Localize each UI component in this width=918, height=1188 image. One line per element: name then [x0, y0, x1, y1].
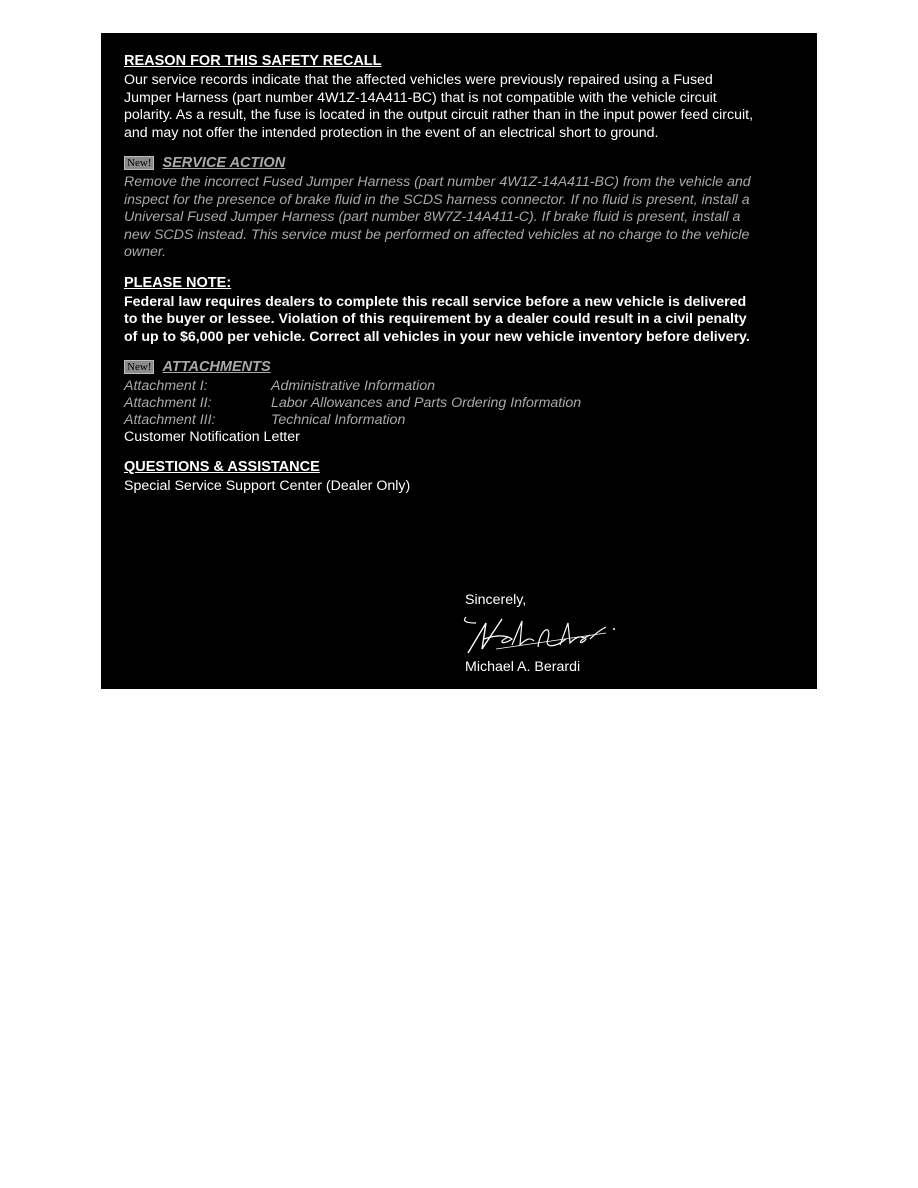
attachment-extra: Customer Notification Letter [124, 429, 300, 445]
reason-line: polarity. As a result, the fuse is located in the output circuit rather than in the input power feed circuit, [124, 107, 754, 123]
please-note-section [124, 274, 795, 347]
reason-line: Our service records indicate that the affected vehicles were previously repaired using a Fused [124, 72, 713, 88]
attachment-value: Administrative Information [271, 378, 436, 394]
service-action-line: Remove the incorrect Fused Jumper Harness (part number 4W1Z-14A411-BC) from the vehicle and [124, 174, 751, 190]
service-action-line: new SCDS instead. This service must be performed on affected vehicles at no charge to the vehicle [124, 226, 750, 243]
service-action-line: owner. [124, 244, 167, 260]
questions-text: Special Service Support Center (Dealer Only) [124, 478, 411, 494]
signature-image [456, 609, 626, 659]
attachment-item [124, 395, 795, 412]
service-action-section [124, 154, 795, 262]
reason-heading: REASON FOR THIS SAFETY RECALL [124, 53, 382, 69]
reason-text [124, 72, 795, 142]
new-badge: New! [124, 156, 154, 170]
please-note-heading: PLEASE NOTE: [124, 274, 232, 291]
please-note-line: to the buyer or lessee. Violation of this requirement by a dealer could result in a civil penalty [124, 311, 747, 327]
service-action-header [124, 154, 795, 172]
reason-line: and may not offer the intended protection in the event of an electrical short to ground. [124, 124, 659, 141]
attachment-item [124, 378, 795, 395]
please-note-text [124, 294, 795, 347]
reason-section [124, 52, 795, 142]
questions-section [124, 458, 795, 496]
service-action-line: Universal Fused Jumper Harness (part number 8W7Z-14A411-C). If brake fluid is present, install a [124, 209, 741, 225]
attachments-heading: ATTACHMENTS [162, 359, 271, 375]
service-action-text [124, 174, 795, 262]
attachment-key: Attachment I: [124, 378, 208, 394]
service-action-line: inspect for the presence of brake fluid in the SCDS harness connector. If no fluid is present, install a [124, 191, 750, 208]
attachments-header [124, 358, 795, 376]
reason-line: Jumper Harness (part number 4W1Z-14A411-BC) that is not compatible with the vehicle circuit [124, 89, 717, 106]
attachment-key: Attachment III: [124, 412, 216, 428]
attachment-key: Attachment II: [124, 395, 212, 411]
signer-name: Michael A. Berardi [465, 659, 581, 675]
please-note-line: Federal law requires dealers to complete this recall service before a new vehicle is delivered [124, 293, 747, 310]
attachments-list [124, 378, 795, 446]
attachment-value: Technical Information [271, 412, 406, 428]
service-action-heading: SERVICE ACTION [162, 155, 286, 171]
attachments-section [124, 358, 795, 446]
please-note-line: of up to $6,000 per vehicle. Correct all vehicles in your new vehicle inventory before delivery. [124, 328, 750, 345]
questions-heading: QUESTIONS & ASSISTANCE [124, 459, 320, 475]
attachment-value: Labor Allowances and Parts Ordering Information [271, 395, 582, 411]
new-badge: New! [124, 360, 154, 374]
attachment-item [124, 412, 795, 429]
salutation: Sincerely, [465, 592, 527, 608]
recall-letter-panel [101, 33, 817, 689]
